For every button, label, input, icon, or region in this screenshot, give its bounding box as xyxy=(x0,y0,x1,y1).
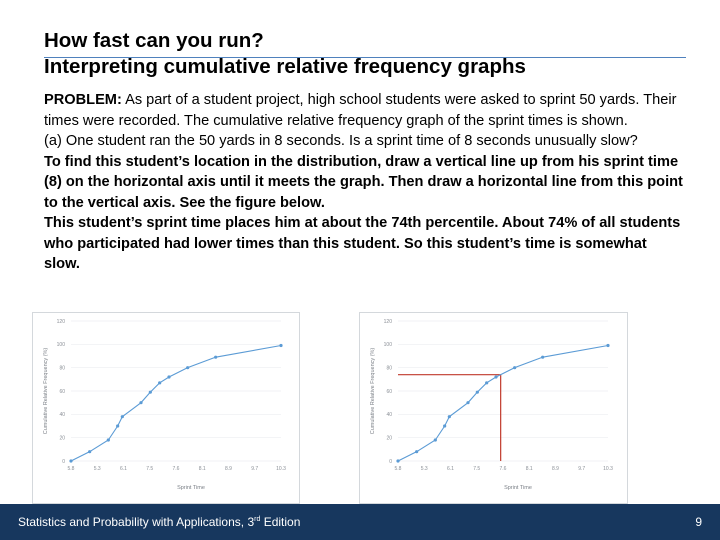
x-tick-label: 8.1 xyxy=(525,466,533,472)
footer-text-sup: rd xyxy=(254,516,261,523)
y-tick-label: 120 xyxy=(383,318,392,325)
y-tick-label: 60 xyxy=(386,388,392,395)
x-tick-label: 8.9 xyxy=(225,466,232,472)
data-point xyxy=(485,381,488,384)
series-line xyxy=(71,346,281,462)
slide-title-line-1: How fast can you run? xyxy=(44,29,264,52)
footer-bar xyxy=(0,504,720,540)
data-point xyxy=(443,424,446,427)
data-point xyxy=(541,356,544,359)
y-tick-label: 20 xyxy=(59,435,65,442)
chart-left-svg xyxy=(33,313,299,503)
y-tick-label: 60 xyxy=(59,388,65,395)
y-tick-label: 120 xyxy=(56,318,65,325)
data-point xyxy=(116,424,119,427)
footer-text-edition: Edition xyxy=(260,515,301,529)
data-point xyxy=(149,391,152,394)
data-point xyxy=(139,401,142,404)
x-tick-label: 5.8 xyxy=(394,466,402,472)
data-point xyxy=(214,356,217,359)
y-tick-label: 80 xyxy=(59,365,65,372)
series-line xyxy=(398,346,608,462)
x-tick-label: 8.1 xyxy=(198,466,206,472)
data-point xyxy=(415,450,418,453)
slide-body xyxy=(44,90,684,275)
data-point xyxy=(121,415,124,418)
y-tick-label: 0 xyxy=(62,458,65,465)
x-tick-label: 6.1 xyxy=(447,466,454,472)
x-tick-label: 5.8 xyxy=(67,466,75,472)
data-point xyxy=(107,438,110,441)
data-point xyxy=(167,375,170,378)
cumulative-frequency-chart-right xyxy=(359,312,628,504)
slide-title xyxy=(44,28,684,80)
x-tick-label: 10.3 xyxy=(603,466,613,472)
page-number: 9 xyxy=(695,515,702,529)
x-tick-label: 7.5 xyxy=(473,466,481,472)
y-tick-label: 0 xyxy=(389,458,392,465)
instructions-paragraph: To find this student’s location in the distribution, draw a vertical line up from his sprint time (8) on the horizontal axis until it meets the graph. Then draw a horizontal line from this point to the vertical axis. See the figure below. xyxy=(44,153,683,211)
question-a: (a) One student ran the 50 yards in 8 seconds. Is a sprint time of 8 seconds unusually slow? xyxy=(44,133,638,149)
footer-text-main: Statistics and Probability with Applications, 3 xyxy=(18,515,255,529)
y-axis-title: Cumulative Relative Frequency (%) xyxy=(43,347,49,435)
problem-paragraph xyxy=(44,90,684,131)
problem-text: As part of a student project, high school students were asked to sprint 50 yards. Their times were recorded. The cumulative relative frequency graph of the sprint times is shown. xyxy=(44,92,677,129)
y-tick-label: 40 xyxy=(59,412,65,419)
data-point xyxy=(434,438,437,441)
y-tick-label: 100 xyxy=(383,342,392,349)
y-tick-label: 40 xyxy=(386,412,392,419)
data-point xyxy=(158,381,161,384)
chart-right-svg xyxy=(360,313,627,503)
x-tick-label: 7.5 xyxy=(146,466,154,472)
data-point xyxy=(186,366,189,369)
y-axis-title: Cumulative Relative Frequency (%) xyxy=(370,347,376,435)
y-tick-label: 100 xyxy=(56,342,65,349)
x-tick-label: 7.6 xyxy=(172,466,180,472)
slide-title-line-2: Interpreting cumulative relative frequency graphs xyxy=(44,55,526,78)
data-point xyxy=(448,415,451,418)
x-tick-label: 9.7 xyxy=(578,466,586,472)
x-axis-title: Sprint Time xyxy=(504,485,532,491)
y-tick-label: 20 xyxy=(386,435,392,442)
data-point xyxy=(69,459,72,462)
data-point xyxy=(88,450,91,453)
x-tick-label: 8.9 xyxy=(552,466,559,472)
x-tick-label: 7.6 xyxy=(499,466,507,472)
data-point xyxy=(466,401,469,404)
x-tick-label: 10.3 xyxy=(276,466,286,472)
footer-citation xyxy=(18,515,300,529)
data-point xyxy=(279,344,282,347)
problem-label: PROBLEM: xyxy=(44,92,122,108)
title-divider xyxy=(44,57,686,58)
x-tick-label: 5.3 xyxy=(93,466,101,472)
data-point xyxy=(513,366,516,369)
x-tick-label: 5.3 xyxy=(420,466,428,472)
data-point xyxy=(476,391,479,394)
x-axis-title: Sprint Time xyxy=(177,485,205,491)
y-tick-label: 80 xyxy=(386,365,392,372)
data-point xyxy=(494,375,497,378)
answer-paragraph: This student’s sprint time places him at about the 74th percentile. About 74% of all students who participated had lower times than this student. So this student’s time is somewhat slow. xyxy=(44,215,681,272)
data-point xyxy=(606,344,609,347)
data-point xyxy=(396,459,399,462)
x-tick-label: 6.1 xyxy=(120,466,127,472)
cumulative-frequency-chart-left xyxy=(32,312,300,504)
x-tick-label: 9.7 xyxy=(251,466,259,472)
